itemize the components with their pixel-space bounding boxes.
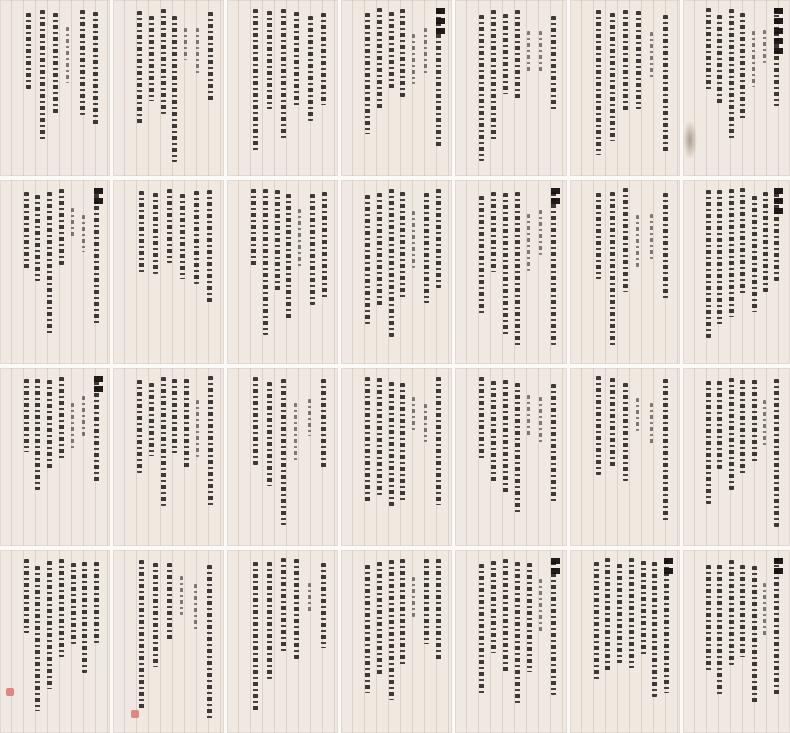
- ink-column: [294, 559, 299, 659]
- album-leaf-r1c7: [683, 0, 790, 176]
- ink-column: [35, 379, 40, 490]
- ink-column: [71, 208, 74, 239]
- ink-column: [774, 558, 779, 695]
- ink-column: [253, 562, 258, 712]
- ink-column: [94, 562, 99, 643]
- ink-column: [436, 559, 441, 661]
- ink-column: [47, 192, 52, 334]
- ink-column: [412, 34, 415, 84]
- ink-column: [636, 398, 639, 431]
- ink-column: [139, 191, 144, 274]
- ink-column: [740, 188, 745, 294]
- album-leaf-r1c5: [455, 0, 567, 176]
- ink-column: [294, 12, 299, 108]
- ink-column: [93, 12, 98, 126]
- leaf-title: [436, 8, 445, 38]
- ink-column: [717, 565, 722, 695]
- ink-column: [515, 192, 520, 347]
- ink-column: [479, 196, 484, 315]
- ink-column: [527, 31, 530, 74]
- leaf-title: [94, 376, 103, 396]
- ink-column: [377, 193, 382, 308]
- album-leaf-r1c3: [227, 0, 338, 176]
- album-leaf-r2c3: [227, 180, 338, 364]
- ink-column: [596, 10, 601, 155]
- ink-column: [365, 13, 370, 134]
- ink-column: [515, 562, 520, 706]
- ink-column: [153, 193, 158, 274]
- album-leaf-r1c1: [0, 0, 110, 176]
- ink-column: [35, 566, 40, 711]
- ink-column: [180, 576, 183, 615]
- ink-column: [412, 397, 415, 432]
- ink-column: [149, 16, 154, 101]
- album-leaf-r2c6: [570, 180, 680, 364]
- ink-column: [551, 192, 556, 345]
- paper-stain: [683, 120, 697, 160]
- ink-column: [424, 404, 427, 442]
- ink-column: [740, 380, 745, 476]
- ink-column: [400, 192, 405, 300]
- ink-column: [596, 193, 601, 279]
- ink-column: [59, 377, 64, 461]
- ink-column: [294, 403, 297, 461]
- ink-column: [539, 397, 542, 444]
- ink-column: [253, 377, 258, 465]
- album-leaf-r3c5: [455, 368, 567, 546]
- ink-column: [298, 209, 301, 267]
- ink-column: [153, 563, 158, 667]
- ink-column: [322, 192, 327, 300]
- ink-column: [650, 214, 653, 259]
- ink-column: [400, 383, 405, 503]
- ink-column: [663, 15, 668, 152]
- ink-column: [479, 377, 484, 459]
- ink-column: [59, 559, 64, 657]
- album-leaf-r4c4: [341, 550, 452, 733]
- album-leaf-r3c6: [570, 368, 680, 546]
- ink-column: [267, 382, 272, 486]
- ink-column: [263, 189, 268, 335]
- ink-column: [377, 562, 382, 677]
- ink-column: [610, 378, 615, 468]
- ink-column: [729, 9, 734, 141]
- ink-column: [40, 10, 45, 141]
- album-leaf-r3c7: [683, 368, 790, 546]
- leaf-title: [551, 558, 560, 578]
- ink-column: [275, 190, 280, 293]
- ink-column: [400, 559, 405, 666]
- album-leaf-r4c6: [570, 550, 680, 733]
- ink-column: [321, 379, 326, 468]
- ink-column: [752, 566, 757, 704]
- ink-column: [389, 560, 394, 700]
- album-leaf-r4c2: [113, 550, 224, 733]
- ink-column: [308, 583, 311, 613]
- ink-column: [180, 194, 185, 279]
- ink-column: [167, 189, 172, 263]
- ink-column: [66, 27, 69, 83]
- ink-column: [491, 10, 496, 140]
- album-leaf-r1c6: [570, 0, 680, 176]
- ink-column: [251, 189, 256, 268]
- ink-column: [196, 28, 199, 75]
- ink-column: [605, 558, 610, 672]
- ink-column: [184, 379, 189, 468]
- ink-column: [267, 562, 272, 679]
- ink-column: [321, 563, 326, 648]
- album-leaf-r2c2: [113, 180, 224, 364]
- ink-column: [650, 32, 653, 79]
- ink-column: [172, 16, 177, 162]
- ink-column: [139, 560, 144, 711]
- leaf-title: [94, 188, 103, 208]
- ink-column: [641, 561, 646, 657]
- ink-column: [389, 189, 394, 337]
- ink-column: [24, 379, 29, 452]
- ink-column: [82, 562, 87, 673]
- ink-column: [610, 13, 615, 141]
- ink-column: [663, 379, 668, 523]
- ink-column: [629, 558, 634, 668]
- album-leaf-r2c5: [455, 180, 567, 364]
- ink-column: [167, 563, 172, 641]
- ink-column: [281, 379, 286, 525]
- ink-column: [53, 13, 58, 115]
- ink-column: [717, 381, 722, 469]
- album-leaf-r4c3: [227, 550, 338, 733]
- ink-column: [59, 189, 64, 265]
- ink-column: [137, 11, 142, 124]
- ink-column: [389, 382, 394, 509]
- album-leaf-r3c2: [113, 368, 224, 546]
- ink-column: [281, 9, 286, 139]
- ink-column: [623, 10, 628, 111]
- ink-column: [400, 9, 405, 97]
- ink-column: [752, 31, 755, 87]
- ink-column: [424, 28, 427, 76]
- ink-column: [208, 12, 213, 101]
- ink-column: [623, 188, 628, 292]
- ink-column: [172, 379, 177, 453]
- ink-column: [310, 194, 315, 305]
- ink-column: [24, 192, 29, 270]
- ink-column: [82, 396, 85, 436]
- ink-column: [377, 378, 382, 495]
- ink-column: [729, 378, 734, 490]
- album-leaf-r4c5: [455, 550, 567, 733]
- ink-column: [527, 214, 530, 271]
- ink-column: [412, 577, 415, 617]
- ink-column: [717, 15, 722, 106]
- ink-column: [650, 403, 653, 446]
- ink-column: [551, 16, 556, 112]
- ink-column: [436, 377, 441, 505]
- album-leaf-r3c1: [0, 368, 110, 546]
- ink-column: [717, 190, 722, 324]
- ink-column: [664, 560, 669, 693]
- ink-column: [706, 8, 711, 90]
- ink-column: [706, 565, 711, 672]
- ink-column: [763, 192, 768, 292]
- ink-column: [80, 10, 85, 115]
- ink-column: [71, 403, 74, 450]
- ink-column: [752, 196, 757, 312]
- ink-column: [94, 381, 99, 483]
- ink-column: [527, 563, 532, 672]
- ink-column: [740, 565, 745, 657]
- ink-column: [308, 399, 311, 436]
- ink-column: [663, 193, 668, 299]
- ink-column: [539, 579, 542, 632]
- album-leaf-r3c3: [227, 368, 338, 546]
- ink-column: [551, 561, 556, 695]
- ink-column: [365, 565, 370, 693]
- ink-column: [539, 210, 542, 255]
- ink-column: [365, 377, 370, 504]
- album-leaf-r2c4: [341, 180, 452, 364]
- ink-column: [436, 189, 441, 288]
- ink-column: [706, 190, 711, 338]
- album-leaf-r4c7: [683, 550, 790, 733]
- leaf-title: [774, 188, 783, 218]
- ink-column: [71, 563, 76, 644]
- ink-column: [194, 191, 199, 284]
- ink-column: [26, 13, 31, 89]
- ink-column: [35, 195, 40, 281]
- ink-column: [515, 10, 520, 99]
- ink-column: [208, 376, 213, 506]
- album-leaf-r1c2: [113, 0, 224, 176]
- ink-column: [706, 381, 711, 504]
- ink-column: [286, 194, 291, 320]
- ink-column: [503, 380, 508, 493]
- ink-column: [596, 376, 601, 475]
- ink-column: [652, 562, 657, 697]
- ink-column: [94, 194, 99, 325]
- ink-column: [729, 560, 734, 665]
- ink-column: [491, 192, 496, 272]
- ink-column: [267, 11, 272, 109]
- ink-column: [149, 383, 154, 456]
- ink-column: [161, 377, 166, 506]
- ink-column: [594, 562, 599, 680]
- ink-column: [740, 13, 745, 120]
- ink-column: [137, 380, 142, 473]
- ink-column: [491, 381, 496, 482]
- ink-column: [610, 192, 615, 347]
- ink-column: [636, 11, 641, 109]
- leaf-title: [774, 558, 783, 578]
- album-leaf-r4c1: [0, 550, 110, 733]
- album-leaf-r3c4: [341, 368, 452, 546]
- leaf-title: [551, 188, 560, 208]
- ink-column: [752, 380, 757, 463]
- ink-column: [194, 584, 197, 631]
- album-leaf-r2c7: [683, 180, 790, 364]
- ink-column: [763, 30, 766, 63]
- ink-column: [491, 561, 496, 653]
- red-seal-stamp: [6, 688, 14, 696]
- ink-column: [527, 395, 530, 437]
- album-leaf-r1c4: [341, 0, 452, 176]
- ink-column: [184, 28, 187, 60]
- ink-column: [253, 9, 258, 151]
- ink-column: [321, 13, 326, 105]
- ink-column: [308, 16, 313, 121]
- ink-column: [636, 215, 639, 267]
- leaf-title: [774, 8, 783, 58]
- leaf-title: [664, 558, 673, 578]
- ink-column: [617, 564, 622, 663]
- ink-column: [479, 564, 484, 694]
- ink-column: [412, 211, 415, 268]
- ink-column: [503, 559, 508, 673]
- ink-column: [763, 583, 766, 636]
- ink-column: [623, 383, 628, 481]
- ink-column: [281, 558, 286, 652]
- ink-column: [479, 15, 484, 161]
- ink-column: [365, 195, 370, 324]
- ink-column: [539, 31, 542, 74]
- ink-column: [377, 8, 382, 110]
- ink-column: [196, 400, 199, 457]
- album-leaf-r2c1: [0, 180, 110, 364]
- ink-column: [424, 559, 429, 644]
- ink-column: [82, 215, 85, 252]
- ink-column: [47, 380, 52, 471]
- ink-column: [763, 400, 766, 446]
- ink-column: [389, 12, 394, 89]
- ink-column: [161, 9, 166, 114]
- red-seal-stamp: [131, 710, 139, 718]
- ink-column: [424, 193, 429, 303]
- ink-column: [24, 559, 29, 633]
- ink-column: [207, 565, 212, 719]
- ink-column: [551, 384, 556, 503]
- ink-column: [774, 379, 779, 527]
- ink-column: [207, 190, 212, 304]
- ink-column: [503, 14, 508, 94]
- ink-column: [503, 193, 508, 335]
- ink-column: [729, 189, 734, 317]
- ink-column: [515, 383, 520, 513]
- ink-column: [47, 561, 52, 689]
